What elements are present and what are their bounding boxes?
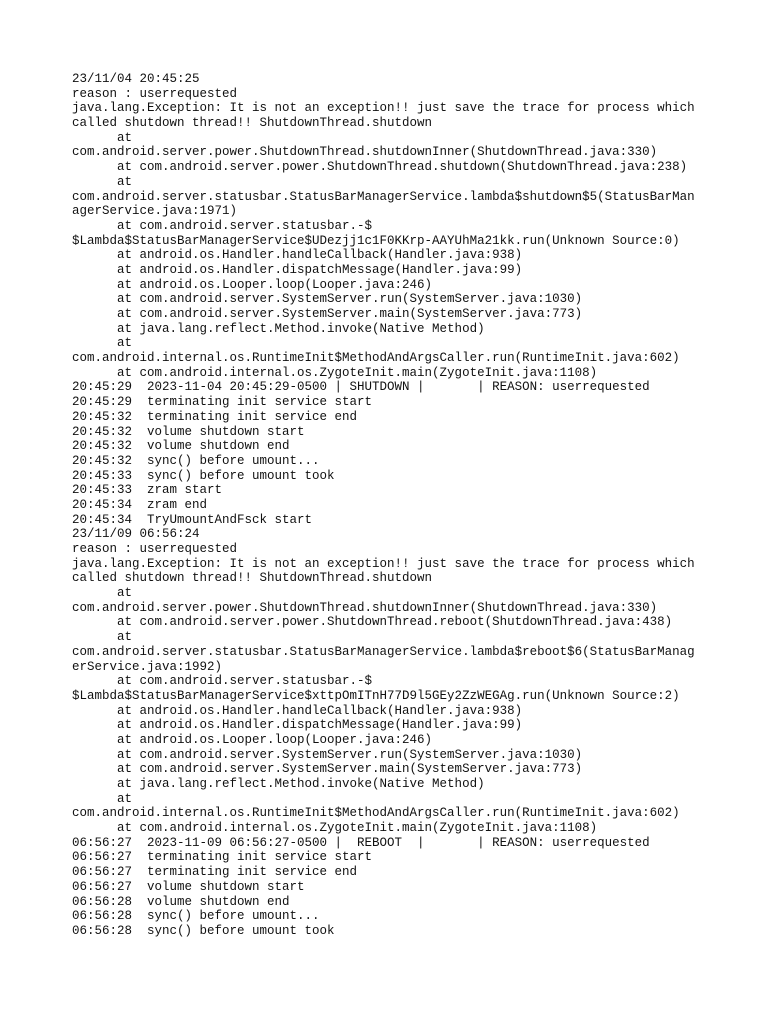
log-line: at <box>72 130 133 145</box>
log-line: 23/11/09 06:56:24 <box>72 527 200 542</box>
log-line: at com.android.server.SystemServer.run(SystemServer.java:1030) <box>72 292 583 307</box>
log-line: at com.android.server.statusbar.-$ <box>72 674 373 689</box>
log-line: at com.android.server.statusbar.-$ <box>72 218 373 233</box>
log-line: at com.android.server.power.ShutdownThread.reboot(ShutdownThread.java:438) <box>72 615 673 630</box>
log-line: called shutdown thread!! ShutdownThread.shutdown <box>72 116 433 131</box>
log-line: 20:45:32 sync() before umount... <box>72 453 320 468</box>
log-line: $Lambda$StatusBarManagerService$xttpOmITnH77D9l5GEy2ZzWEGAg.run(Unknown Source:2) <box>72 688 680 703</box>
log-line: java.lang.Exception: It is not an exception!! just save the trace for process which <box>72 101 695 116</box>
log-line: com.android.server.statusbar.StatusBarManagerService.lambda$shutdown$5(StatusBarMan <box>72 189 695 204</box>
log-line: at com.android.server.SystemServer.run(SystemServer.java:1030) <box>72 747 583 762</box>
log-line: 20:45:34 zram end <box>72 497 208 512</box>
log-line: $Lambda$StatusBarManagerService$UDezjj1c1F0KKrp-AAYUhMa21kk.run(Unknown Source:0) <box>72 233 680 248</box>
log-line: 06:56:28 sync() before umount... <box>72 909 320 924</box>
log-line: 06:56:27 2023-11-09 06:56:27-0500 | REBOOT | | REASON: userrequested <box>72 835 650 850</box>
log-line: at android.os.Looper.loop(Looper.java:246) <box>72 732 433 747</box>
log-line: at android.os.Looper.loop(Looper.java:246) <box>72 277 433 292</box>
log-line: at <box>72 336 133 351</box>
log-line: 06:56:28 volume shutdown end <box>72 894 290 909</box>
log-line: at android.os.Handler.handleCallback(Handler.java:938) <box>72 703 523 718</box>
log-line: 20:45:34 TryUmountAndFsck start <box>72 512 313 527</box>
log-line: at java.lang.reflect.Method.invoke(Native Method) <box>72 777 485 791</box>
log-line: 06:56:27 terminating init service start <box>72 850 373 865</box>
log-line: at <box>72 630 133 645</box>
log-line: reason : userrequested <box>72 86 238 101</box>
log-line: 20:45:29 terminating init service start <box>72 395 373 410</box>
log-line: erService.java:1992) <box>72 659 223 674</box>
log-line: agerService.java:1971) <box>72 204 238 219</box>
log-line: com.android.internal.os.RuntimeInit$MethodAndArgsCaller.run(RuntimeInit.java:602) <box>72 806 680 821</box>
log-line: at com.android.server.SystemServer.main(SystemServer.java:773) <box>72 307 583 321</box>
log-line: called shutdown thread!! ShutdownThread.shutdown <box>72 571 433 586</box>
log-line: 20:45:33 zram start <box>72 483 223 498</box>
log-line: 20:45:33 sync() before umount took <box>72 468 335 483</box>
log-line: at <box>72 586 133 601</box>
log-line: com.android.server.statusbar.StatusBarManagerService.lambda$reboot$6(StatusBarManag <box>72 644 695 659</box>
log-line: at com.android.internal.os.ZygoteInit.main(ZygoteInit.java:1108) <box>72 365 598 380</box>
log-line: at java.lang.reflect.Method.invoke(Native Method) <box>72 321 485 336</box>
log-line: at <box>72 174 133 189</box>
log-line: reason : userrequested <box>72 542 238 556</box>
log-line: java.lang.Exception: It is not an exception!! just save the trace for process which <box>72 556 695 571</box>
log-line: at com.android.internal.os.ZygoteInit.main(ZygoteInit.java:1108) <box>72 821 598 836</box>
log-line: 06:56:28 sync() before umount took <box>72 923 335 938</box>
log-line: com.android.internal.os.RuntimeInit$MethodAndArgsCaller.run(RuntimeInit.java:602) <box>72 351 680 366</box>
log-line: at com.android.server.power.ShutdownThread.shutdown(ShutdownThread.java:238) <box>72 160 688 175</box>
log-line: at <box>72 791 133 806</box>
log-line: at android.os.Handler.dispatchMessage(Handler.java:99) <box>72 262 523 277</box>
log-line: at android.os.Handler.dispatchMessage(Handler.java:99) <box>72 718 523 733</box>
log-line: 06:56:27 volume shutdown start <box>72 879 305 894</box>
log-line: 06:56:27 terminating init service end <box>72 865 358 880</box>
log-line: 20:45:32 volume shutdown end <box>72 439 290 454</box>
log-line: at android.os.Handler.handleCallback(Handler.java:938) <box>72 248 523 263</box>
log-line: at com.android.server.SystemServer.main(SystemServer.java:773) <box>72 762 583 777</box>
log-line: 20:45:32 volume shutdown start <box>72 424 305 439</box>
log-line: 20:45:29 2023-11-04 20:45:29-0500 | SHUTDOWN | | REASON: userrequested <box>72 380 650 395</box>
log-line: 23/11/04 20:45:25 <box>72 72 200 86</box>
log-line: com.android.server.power.ShutdownThread.shutdownInner(ShutdownThread.java:330) <box>72 600 658 615</box>
log-line: 20:45:32 terminating init service end <box>72 409 358 424</box>
log-line: com.android.server.power.ShutdownThread.shutdownInner(ShutdownThread.java:330) <box>72 145 658 160</box>
log-document <box>72 72 712 939</box>
